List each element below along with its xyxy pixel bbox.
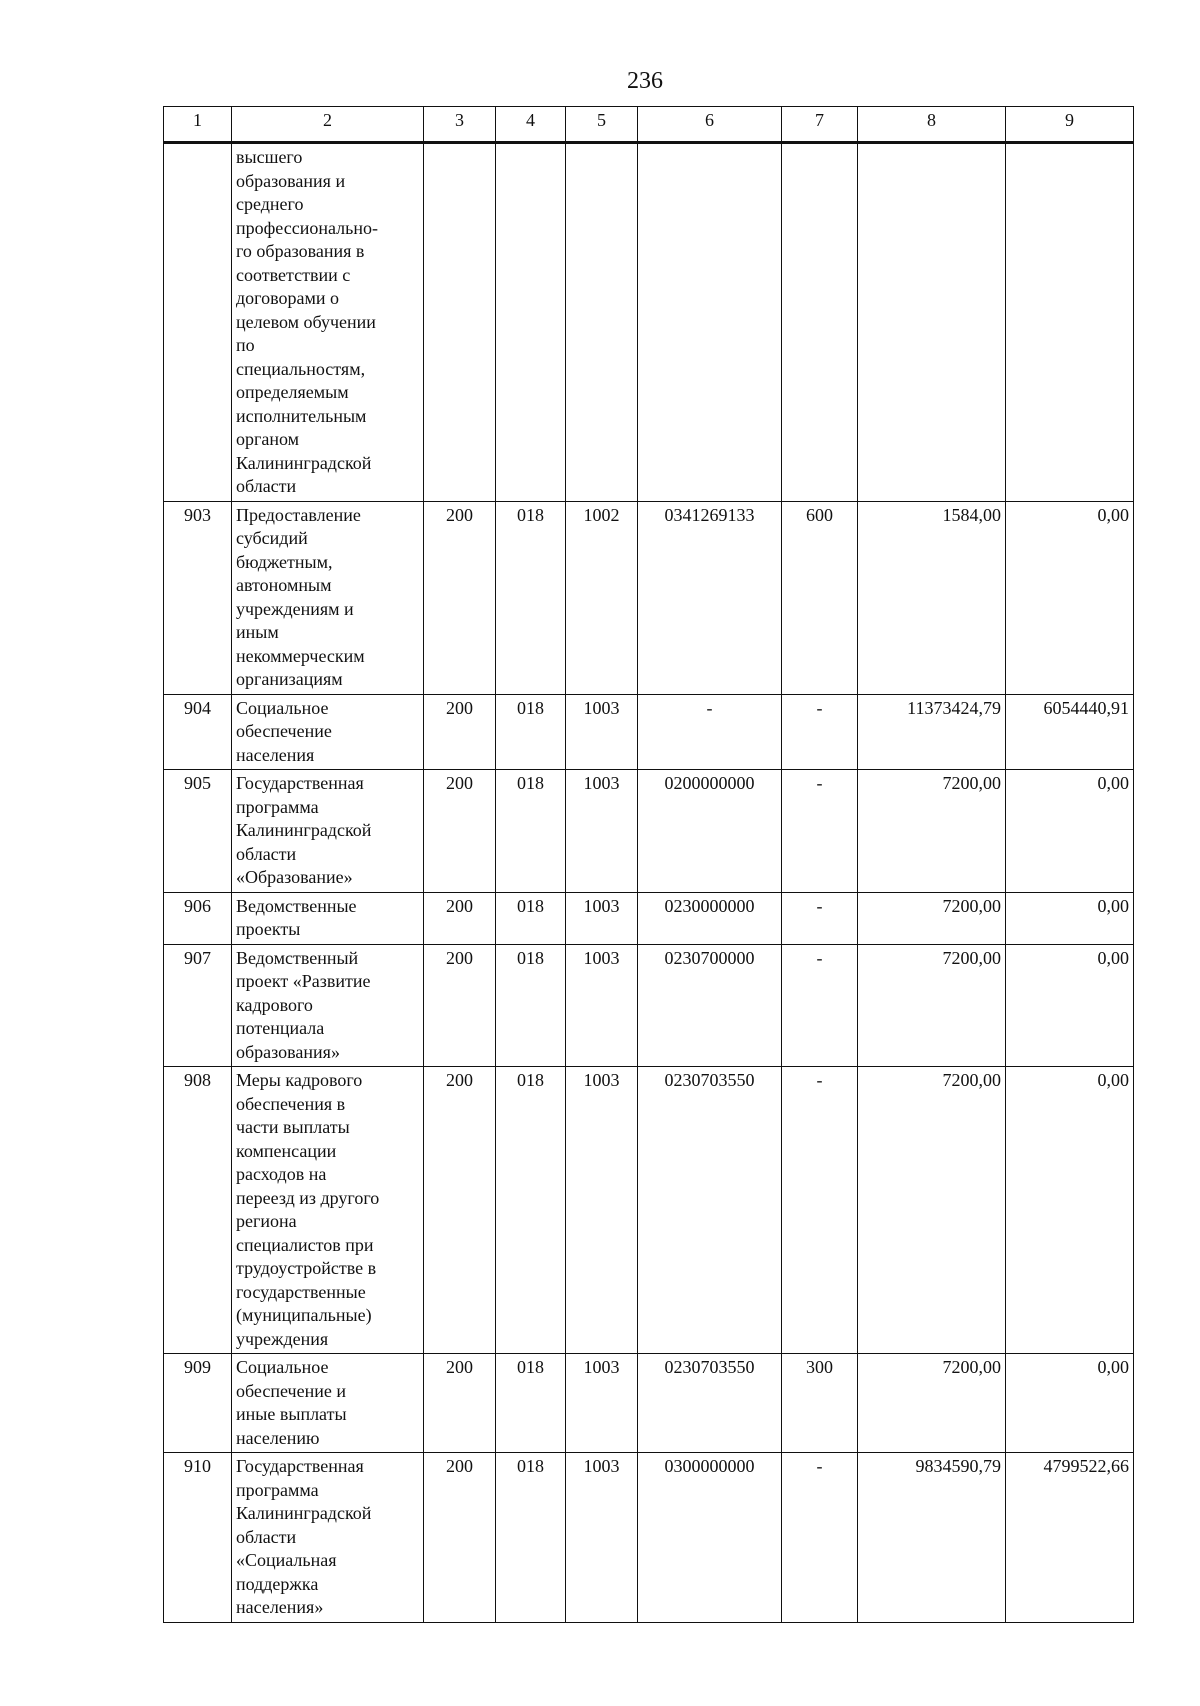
row-number: 909 xyxy=(164,1354,232,1453)
row-amount-8: 11373424,79 xyxy=(858,694,1006,770)
column-header: 7 xyxy=(782,107,858,143)
row-target-article: - xyxy=(638,694,782,770)
page-number: 236 xyxy=(627,68,663,94)
row-amount-9: 0,00 xyxy=(1006,944,1134,1067)
header-row xyxy=(164,107,1134,143)
row-amount-9: 0,00 xyxy=(1006,501,1134,694)
table-row xyxy=(164,1453,1134,1623)
row-code-4: 018 xyxy=(496,944,566,1067)
column-header: 5 xyxy=(566,107,638,143)
row-number: 910 xyxy=(164,1453,232,1623)
row-number: 906 xyxy=(164,892,232,944)
row-expense-type: - xyxy=(782,770,858,893)
row-amount-8: 9834590,79 xyxy=(858,1453,1006,1623)
row-code-3: 200 xyxy=(424,1067,496,1354)
column-header: 1 xyxy=(164,107,232,143)
column-header: 3 xyxy=(424,107,496,143)
row-amount-8: 7200,00 xyxy=(858,892,1006,944)
budget-table xyxy=(163,106,1134,1623)
row-expense-type: 300 xyxy=(782,1354,858,1453)
row-code-3: 200 xyxy=(424,1354,496,1453)
row-target-article: 0230703550 xyxy=(638,1067,782,1354)
table-row xyxy=(164,892,1134,944)
row-section: 1003 xyxy=(566,892,638,944)
row-name: Меры кадрового обеспечения в части выплаты компенсации расходов на переезд из другого региона специалистов при трудоустройстве в государственные (муниципальные) учреждения xyxy=(232,1067,424,1354)
row-target-article: 0341269133 xyxy=(638,501,782,694)
row-code-4: 018 xyxy=(496,1067,566,1354)
row-amount-9: 0,00 xyxy=(1006,770,1134,893)
row-amount-8: 7200,00 xyxy=(858,944,1006,1067)
row-code-4: 018 xyxy=(496,1453,566,1623)
row-code-4: 018 xyxy=(496,694,566,770)
row-name: Социальное обеспечение и иные выплаты населению xyxy=(232,1354,424,1453)
row-amount-8: 7200,00 xyxy=(858,770,1006,893)
row-name: Ведомственный проект «Развитие кадрового потенциала образования» xyxy=(232,944,424,1067)
row-amount-9: 0,00 xyxy=(1006,1354,1134,1453)
row-section: 1003 xyxy=(566,1453,638,1623)
row-name: Предоставление субсидий бюджетным, автономным учреждениям и иным некоммерческим организациям xyxy=(232,501,424,694)
row-name: высшего образования и среднего профессионально- го образования в соответствии с договорами о целевом обучении по специальностям, определяемым исполнительным органом Калининградской области xyxy=(232,143,424,502)
row-expense-type: - xyxy=(782,1067,858,1354)
column-header: 2 xyxy=(232,107,424,143)
row-section: 1003 xyxy=(566,1067,638,1354)
row-amount-9: 4799522,66 xyxy=(1006,1453,1134,1623)
row-name: Государственная программа Калининградской области «Социальная поддержка населения» xyxy=(232,1453,424,1623)
row-code-3: 200 xyxy=(424,694,496,770)
row-section: 1003 xyxy=(566,1354,638,1453)
row-target-article: 0230700000 xyxy=(638,944,782,1067)
row-code-4: 018 xyxy=(496,770,566,893)
table-row xyxy=(164,944,1134,1067)
table-row xyxy=(164,143,1134,502)
row-number: 908 xyxy=(164,1067,232,1354)
row-section: 1003 xyxy=(566,770,638,893)
row-section: 1003 xyxy=(566,944,638,1067)
row-target-article: 0230000000 xyxy=(638,892,782,944)
row-amount-9: 0,00 xyxy=(1006,1067,1134,1354)
row-target-article: 0200000000 xyxy=(638,770,782,893)
row-amount-9: 6054440,91 xyxy=(1006,694,1134,770)
row-section: 1002 xyxy=(566,501,638,694)
row-expense-type: - xyxy=(782,944,858,1067)
row-amount-9 xyxy=(1006,143,1134,502)
row-code-3: 200 xyxy=(424,501,496,694)
table-row xyxy=(164,501,1134,694)
table-row xyxy=(164,694,1134,770)
row-number xyxy=(164,143,232,502)
row-name: Ведомственные проекты xyxy=(232,892,424,944)
row-code-3: 200 xyxy=(424,892,496,944)
row-code-4: 018 xyxy=(496,1354,566,1453)
row-expense-type: - xyxy=(782,694,858,770)
row-code-4: 018 xyxy=(496,892,566,944)
row-target-article: 0300000000 xyxy=(638,1453,782,1623)
row-amount-8: 7200,00 xyxy=(858,1354,1006,1453)
row-number: 907 xyxy=(164,944,232,1067)
row-expense-type: - xyxy=(782,1453,858,1623)
row-amount-9: 0,00 xyxy=(1006,892,1134,944)
row-expense-type: - xyxy=(782,892,858,944)
row-amount-8: 1584,00 xyxy=(858,501,1006,694)
row-code-4: 018 xyxy=(496,501,566,694)
row-number: 905 xyxy=(164,770,232,893)
row-code-4 xyxy=(496,143,566,502)
row-section: 1003 xyxy=(566,694,638,770)
row-section xyxy=(566,143,638,502)
row-amount-8 xyxy=(858,143,1006,502)
column-header: 8 xyxy=(858,107,1006,143)
row-amount-8: 7200,00 xyxy=(858,1067,1006,1354)
row-name: Социальное обеспечение населения xyxy=(232,694,424,770)
row-code-3: 200 xyxy=(424,944,496,1067)
table-row xyxy=(164,1354,1134,1453)
row-number: 903 xyxy=(164,501,232,694)
column-header: 9 xyxy=(1006,107,1134,143)
row-expense-type xyxy=(782,143,858,502)
table-row xyxy=(164,770,1134,893)
row-code-3: 200 xyxy=(424,770,496,893)
row-code-3 xyxy=(424,143,496,502)
column-header: 6 xyxy=(638,107,782,143)
row-code-3: 200 xyxy=(424,1453,496,1623)
table-row xyxy=(164,1067,1134,1354)
column-header: 4 xyxy=(496,107,566,143)
row-target-article xyxy=(638,143,782,502)
row-target-article: 0230703550 xyxy=(638,1354,782,1453)
row-number: 904 xyxy=(164,694,232,770)
row-expense-type: 600 xyxy=(782,501,858,694)
row-name: Государственная программа Калининградской области «Образование» xyxy=(232,770,424,893)
